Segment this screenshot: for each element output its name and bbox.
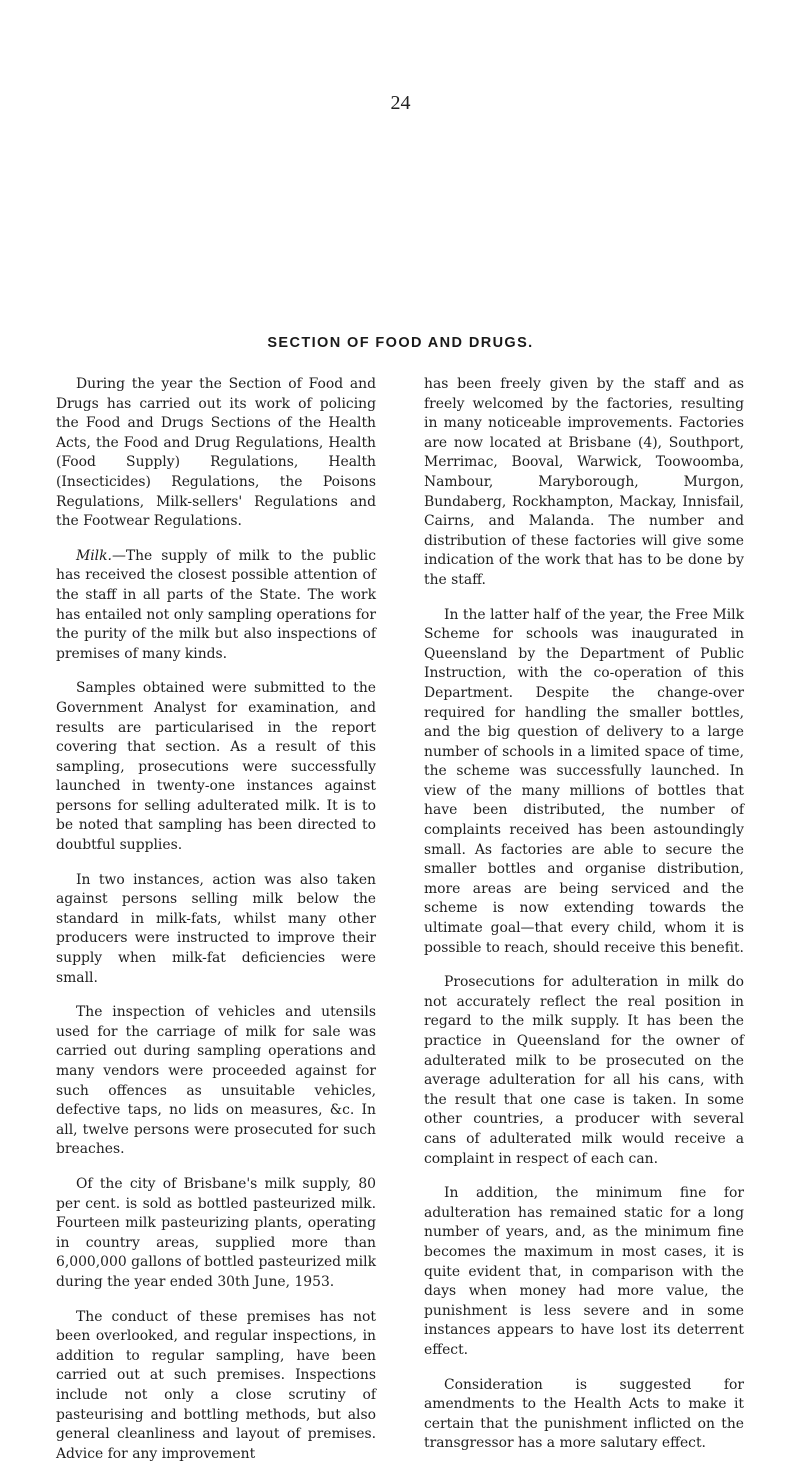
- section-title: SECTION OF FOOD AND DRUGS.: [267, 335, 534, 351]
- paragraph: In addition, the minimum fine for adulteration has remained static for a long number of years, and, as the minimum fine becomes the maximum in most cases, it is quite evident that, in comparison with the days when money had more value, the punishment is less severe and in some instances appears to have lost its deterrent effect.: [424, 1185, 744, 1358]
- paragraph: In two instances, action was also taken against persons selling milk below the standard in milk-fats, whilst many other producers were instructed to improve their supply when milk-fat deficiencies were small.: [56, 871, 376, 986]
- paragraph: Samples obtained were submitted to the Government Analyst for examination, and results are particularised in the report covering that section. As a result of this sampling, prosecutions were successfully launched in twenty-one instances against persons for selling adulterated milk. It is to be noted that sampling has been directed to doubtful supplies.: [56, 680, 376, 854]
- paragraph-continued: has been freely given by the staff and as freely welcomed by the factories, resulting in many noticeable improvements. Factories are now located at Brisbane (4), Southport, Merrimac, Booval, Warwick, Toowoomba, Nambour, Maryborough, Murgon, Bundaberg, Rockhampton, Mackay, Innisfail, Cairns, and Malanda. The number and distribution of these factories will give some indication of the work that has to be done by the staff.: [424, 376, 744, 588]
- paragraph: Consideration is suggested for amendments to the Health Acts to make it certain that the punishment inflicted on the transgressor has a more salutary effect.: [424, 1376, 744, 1452]
- paragraph: Prosecutions for adulteration in milk do not accurately reflect the real position in regard to the milk supply. It has been the practice in Queensland for the owner of adulterated milk to be prosecuted on the average adulteration for all his cans, with the result that one case is taken. In some other countries, a producer with several cans of adulterated milk would receive a complaint in respect of each can.: [424, 974, 744, 1167]
- paragraph: The inspection of vehicles and utensils used for the carriage of milk for sale was carried out during sampling operations and many vendors were proceeded against for such offences as unsuitable vehicles, defective taps, no lids on measures, &c. In all, twelve persons were prosecuted for such breaches.: [56, 1004, 376, 1158]
- paragraph: The conduct of these premises has not been overlooked, and regular inspections, in addition to regular sampling, have been carried out at such premises. Inspections include not only a close scrutiny of pasteurising and bottling methods, but also general cleanliness and layout of premises. Advice for any improvement: [56, 1308, 376, 1462]
- run-in-heading: Milk.: [76, 547, 112, 564]
- left-column: [56, 375, 376, 1479]
- page-number: 24: [390, 92, 411, 114]
- right-column: [424, 375, 744, 1469]
- paragraph: Of the city of Brisbane's milk supply, 80 per cent. is sold as bottled pasteurized milk. Fourteen milk pasteurizing plants, operating in country areas, supplied more than 6,000,000 gallons of bottled pasteurized milk during the year ended 30th June, 1953.: [56, 1175, 376, 1290]
- paragraph: In the latter half of the year, the Free Milk Scheme for schools was inaugurated in Queensland by the Department of Public Instruction, with the co-operation of this Department. Despite the change-over required for handling the smaller bottles, and the big question of delivery to a large number of schools in a limited space of time, the scheme was successfully launched. In view of the many millions of bottles that have been distributed, the number of complaints received has been astoundingly small. As factories are able to secure the smaller bottles and organise distribution, more areas are being serviced and the scheme is now extending towards the ultimate goal—that every child, whom it is possible to reach, should receive this benefit.: [424, 606, 744, 956]
- paragraph: Milk.—The supply of milk to the public has received the closest possible attention of the staff in all parts of the State. The work has entailed not only sampling operations for the purity of the milk but also inspections of premises of many kinds.: [56, 547, 376, 662]
- paragraph: During the year the Section of Food and Drugs has carried out its work of policing the Food and Drugs Sections of the Health Acts, the Food and Drug Regulations, Health (Food Supply) Regulations, Health (Insecticides) Regulations, the Poisons Regulations, Milk-sellers' Regulations and the Footwear Regulations.: [56, 376, 376, 530]
